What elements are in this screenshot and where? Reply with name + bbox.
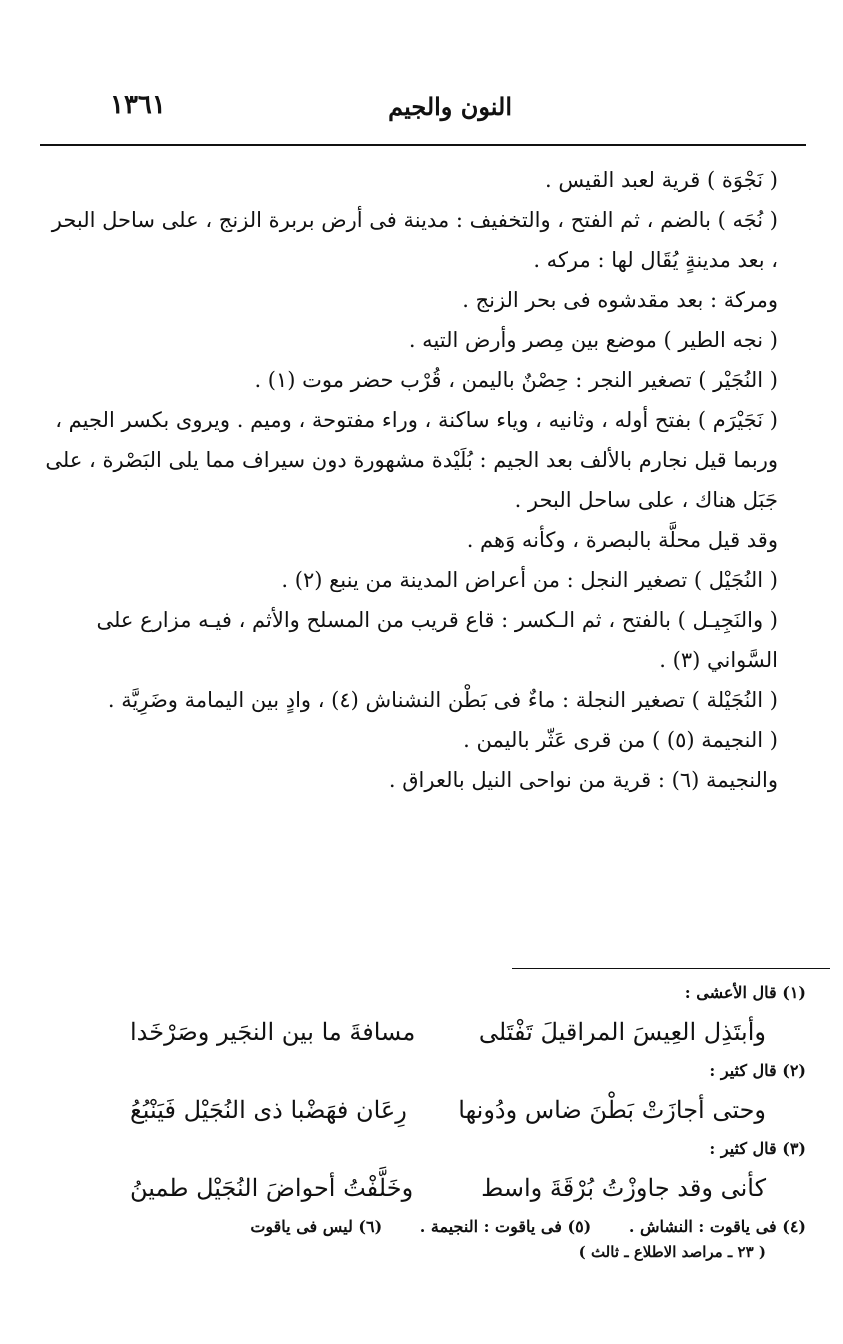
footnotes xyxy=(40,978,806,1264)
footnote-label: (٢) قال كثير : xyxy=(709,1061,806,1080)
footnote-label: (٣) قال كثير : xyxy=(709,1139,806,1158)
entry-najwa: ( نَجْوَة ) قرية لعبد القيس . xyxy=(545,168,778,192)
signature-mark: ( ٢٣ ـ مراصد الاطلاع ـ ثالث ) xyxy=(578,1243,766,1261)
entry-najayram: ( نَجَيْرَم ) بفتح أوله ، وثانيه ، وياء ساكنة ، وراء مفتوحة ، وميم . ويروى بكسر الجيم ، وربما قيل نجارم بالألف بعد الجيم : بُلَيْدة مشهورة دون سيراف مما يلى البَصْرة ، على جَبَل هناك ، على ساحل البحر . xyxy=(45,408,778,512)
entry-alnujayl: ( النُجَيْل ) تصغير النجل : من أعراض المدينة من ينبع (٢) . xyxy=(281,568,778,592)
verse-hemistich-first: وحتى أجازَتْ بَطْنَ ضاس ودُونها xyxy=(458,1096,766,1124)
footnote-ref-4: (٤) فى ياقوت : النشاش . xyxy=(628,1217,806,1236)
page-number: ١٣٦١ xyxy=(110,90,166,120)
footnote-ref-6: (٦) ليس فى ياقوت xyxy=(250,1217,383,1236)
running-title: النون والجيم xyxy=(388,92,512,121)
page-header xyxy=(40,88,802,128)
main-text xyxy=(40,160,806,800)
entry-mahalla: وقد قيل محلَّة بالبصرة ، وكأنه وَهم . xyxy=(466,528,778,552)
entry-alnajil: ( والنَجِيـل ) بالفتح ، ثم الـكسر : قاع قريب من المسلح والأثم ، فيـه مزارع على السَّواني (٣) . xyxy=(96,608,778,672)
verse-line xyxy=(40,1164,806,1212)
entry-alnujayma: ( النجيمة (٥) ) من قرى عَثّر باليمن . xyxy=(463,728,778,752)
verse-hemistich-second: رِعَان فهَضْبا ذى النُجَيْل فَيَنْبُعُ xyxy=(130,1096,407,1124)
entry-nujah: ( نُجَه ) بالضم ، ثم الفتح ، والتخفيف : مدينة فى أرض بربرة الزنج ، على ساحل البحر ، بعد مدينةٍ يُقَال لها : مركه . xyxy=(51,208,778,272)
entry-alnujayla: ( النُجَيْلة ) تصغير النجلة : ماءٌ فى بَطْن النشناش (٤) ، وادٍ بين اليمامة وضَرِيَّة . xyxy=(107,688,778,712)
verse-hemistich-first: كأنى وقد جاوزْتُ بُرْقَةَ واسط xyxy=(481,1174,766,1202)
verse-hemistich-second: وخَلَّفْتُ أحواضَ النُجَيْل طمينُ xyxy=(130,1174,414,1202)
verse-hemistich-first: وأبتَذِل العِيسَ المراقيلَ تَفْتَلى xyxy=(478,1018,766,1046)
footnote-references xyxy=(40,1214,806,1240)
entry-najh-altayr: ( نجه الطير ) موضع بين مِصر وأرض التيه . xyxy=(408,328,778,352)
footnote-label: (١) قال الأعشى : xyxy=(684,983,806,1002)
entry-walnujayma: والنجيمة (٦) : قرية من نواحى النيل بالعراق . xyxy=(388,768,778,792)
footnote-ref-5: (٥) فى ياقوت : النجيمة . xyxy=(419,1217,592,1236)
entry-marka: ومركة : بعد مقدشوه فى بحر الزنج . xyxy=(462,288,778,312)
header-rule xyxy=(40,144,806,146)
verse-hemistich-second: مسافةَ ما بين النجَير وصَرْخَدا xyxy=(130,1018,416,1046)
entry-alnujayr: ( النُجَيْر ) تصغير النجر : حِصْنٌ باليمن ، قُرْب حضر موت (١) . xyxy=(254,368,778,392)
verse-line xyxy=(40,1086,806,1134)
footnote-rule xyxy=(512,968,830,969)
verse-line xyxy=(40,1008,806,1056)
